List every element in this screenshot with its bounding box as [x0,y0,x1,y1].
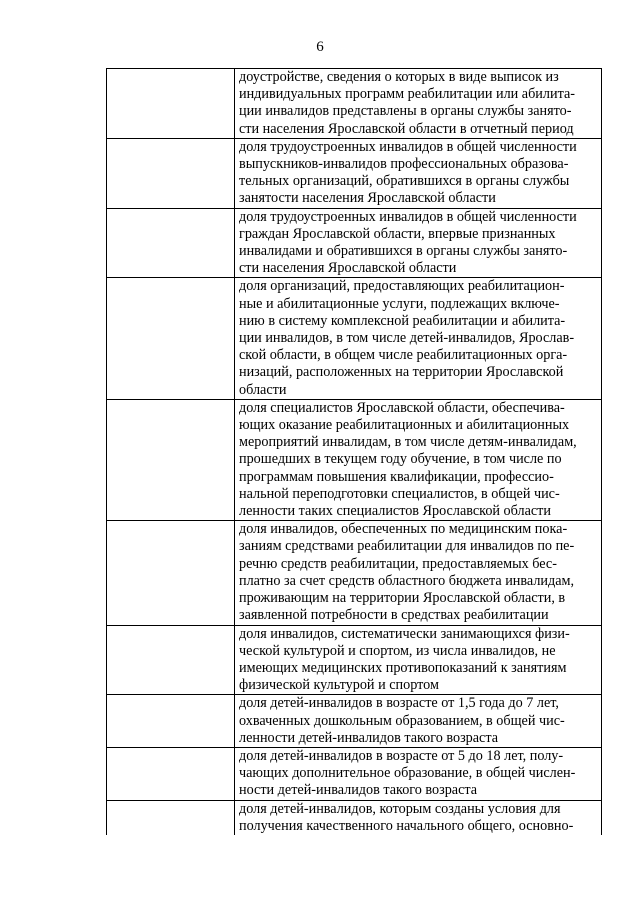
left-column-cell [107,278,235,399]
indicator-text-line: нию в систему комплексной реабилитации и абилита- [239,312,566,329]
indicator-description-cell [235,747,602,800]
indicator-text-line: доля трудоустроенных инвалидов в общей численности [239,208,577,225]
indicators-table-body [107,69,602,835]
table-row [107,747,602,800]
left-column-cell [107,695,235,748]
table-row [107,399,602,520]
indicator-text-line: нальной переподготовки специалистов, в общей чис- [239,485,560,502]
left-column-cell [107,800,235,835]
indicator-text-line: занятости населения Ярославской области [239,190,496,207]
indicator-text-line: ные и абилитационные услуги, подлежащих включе- [239,295,560,312]
indicator-text-line: платно за счет средств областного бюджета инвалидам, [239,572,575,589]
indicator-text-line: ленности таких специалистов Ярославской области [239,503,551,520]
indicator-text-line: охваченных дошкольным образованием, в общей чис- [239,712,565,729]
indicator-text-line: получения качественного начального общего, основно- [239,817,574,834]
left-column-cell [107,208,235,278]
indicators-table [106,68,602,835]
indicator-text-line: прошедших в текущем году обучение, в том числе по [239,451,562,468]
indicator-text-line: имеющих медицинских противопоказаний к занятиям [239,659,567,676]
indicator-text-line: индивидуальных программ реабилитации или абилита- [239,86,575,103]
indicator-text-line: доля трудоустроенных инвалидов в общей численности [239,138,577,155]
indicator-text-line: доля специалистов Ярославской области, обеспечива- [239,399,565,416]
page-number: 6 [316,39,324,55]
indicator-text-line: граждан Ярославской области, впервые признанных [239,225,556,242]
table-row [107,69,602,139]
left-column-cell [107,625,235,695]
table-row [107,625,602,695]
indicator-text-line: низаций, расположенных на территории Ярославской [239,364,564,381]
indicator-text-line: доля организаций, предоставляющих реабилитацион- [239,278,565,295]
indicator-description-cell [235,521,602,625]
indicator-description-cell [235,69,602,139]
left-column-cell [107,747,235,800]
table-row [107,800,602,835]
indicator-text-line: ческой культурой и спортом, из числа инвалидов, не [239,642,556,659]
indicator-description-cell [235,278,602,399]
left-column-cell [107,521,235,625]
indicator-description-cell [235,208,602,278]
indicator-text-line: ности детей-инвалидов такого возраста [239,782,478,799]
indicator-text-line: доля инвалидов, систематически занимающихся физи- [239,625,570,642]
indicator-description-cell [235,800,602,835]
table-row [107,208,602,278]
table-row [107,138,602,208]
table-row [107,695,602,748]
indicator-text-line: ской области, в общем числе реабилитационных орга- [239,347,568,364]
indicator-text-line: доля инвалидов, обеспеченных по медицинским пока- [239,521,568,538]
left-column-cell [107,69,235,139]
indicator-text-line: сти населения Ярославской области в отчетный период [239,120,574,137]
indicator-text-line: физической культурой и спортом [239,677,439,694]
indicator-text-line: речню средств реабилитации, предоставляемых бес- [239,555,557,572]
indicator-text-line: чающих дополнительное образование, в общей числен- [239,765,576,782]
indicator-text-line: заниям средствами реабилитации для инвалидов по пе- [239,538,575,555]
indicator-text-line: доля детей-инвалидов в возрасте от 1,5 года до 7 лет, [239,695,559,712]
indicator-text-line: ленности детей-инвалидов такого возраста [239,729,499,746]
indicator-text-line: ющих оказание реабилитационных и абилитационных [239,417,570,434]
indicator-text-line: доля детей-инвалидов в возрасте от 5 до 18 лет, полу- [239,747,564,764]
indicator-text-line: проживающим на территории Ярославской области, в [239,590,566,607]
left-column-cell [107,399,235,520]
indicator-text-line: области [239,381,287,398]
table-row [107,521,602,625]
indicator-text-line: программам повышения квалификации, профессио- [239,468,554,485]
indicator-text-line: доля детей-инвалидов, которым созданы условия для [239,800,561,817]
table-row [107,278,602,399]
indicator-text-line: тельных организаций, обратившихся в органы службы [239,173,570,190]
indicator-text-line: выпускников-инвалидов профессиональных образова- [239,156,569,173]
indicator-description-cell [235,138,602,208]
indicator-description-cell [235,625,602,695]
indicator-description-cell [235,399,602,520]
indicator-text-line: инвалидами и обратившихся в органы службы занято- [239,243,568,260]
indicator-text-line: ции инвалидов, в том числе детей-инвалидов, Ярослав- [239,330,575,347]
left-column-cell [107,138,235,208]
indicator-text-line: заявленной потребности в средствах реабилитации [239,607,549,624]
indicator-text-line: ции инвалидов представлены в органы службы занято- [239,103,572,120]
indicator-text-line: мероприятий инвалидам, в том числе детям-инвалидам, [239,434,577,451]
indicator-text-line: сти населения Ярославской области [239,260,457,277]
indicator-text-line: доустройстве, сведения о которых в виде выписок из [239,69,559,85]
indicator-description-cell [235,695,602,748]
